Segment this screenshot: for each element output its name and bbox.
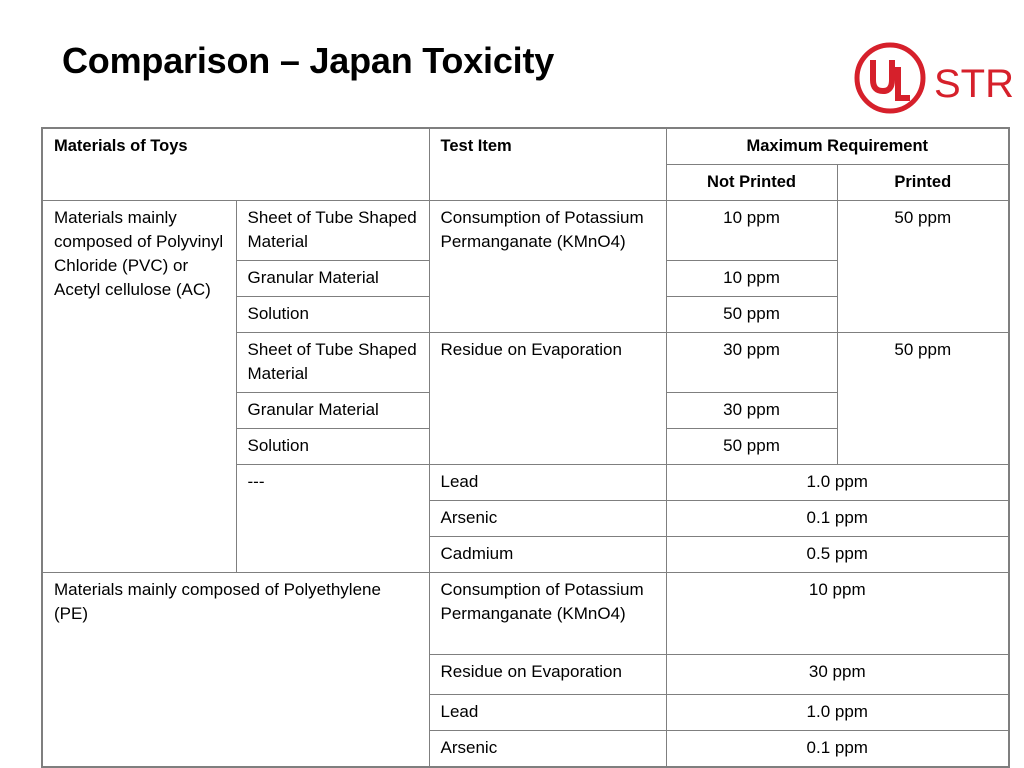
pe-arsenic-value: 0.1 ppm bbox=[666, 731, 1009, 768]
ul-str-logo bbox=[852, 40, 1017, 116]
pe-test-arsenic: Arsenic bbox=[429, 731, 666, 768]
pvc-lead-value: 1.0 ppm bbox=[666, 465, 1009, 501]
toxicity-table bbox=[41, 127, 1010, 768]
pe-material-cell: Materials mainly composed of Polyethylene (PE) bbox=[42, 573, 429, 768]
pvc-sub-solution-1: Solution bbox=[236, 297, 429, 333]
pvc-residue-solution-not-printed: 50 ppm bbox=[666, 429, 837, 465]
pvc-material-cell: Materials mainly composed of Polyvinyl Chloride (PVC) or Acetyl cellulose (AC) bbox=[42, 201, 236, 573]
pe-test-kmno4: Consumption of Potassium Permanganate (KMnO4) bbox=[429, 573, 666, 655]
pvc-test-arsenic: Arsenic bbox=[429, 501, 666, 537]
pvc-sub-solution-2: Solution bbox=[236, 429, 429, 465]
header-materials: Materials of Toys bbox=[42, 128, 429, 201]
pvc-kmno4-granular-not-printed: 10 ppm bbox=[666, 261, 837, 297]
pvc-sub-sheet-1: Sheet of Tube Shaped Material bbox=[236, 201, 429, 261]
pvc-test-lead: Lead bbox=[429, 465, 666, 501]
header-test-item: Test Item bbox=[429, 128, 666, 201]
logo-text: STR bbox=[934, 62, 1014, 106]
pvc-sub-sheet-2: Sheet of Tube Shaped Material bbox=[236, 333, 429, 393]
ul-logo-icon bbox=[852, 40, 1017, 116]
pvc-sub-granular-1: Granular Material bbox=[236, 261, 429, 297]
pvc-sub-granular-2: Granular Material bbox=[236, 393, 429, 429]
pvc-residue-printed: 50 ppm bbox=[837, 333, 1009, 465]
pe-lead-value: 1.0 ppm bbox=[666, 695, 1009, 731]
pe-residue-value: 30 ppm bbox=[666, 655, 1009, 695]
pvc-sub-none: --- bbox=[236, 465, 429, 573]
pvc-kmno4-printed: 50 ppm bbox=[837, 201, 1009, 333]
pvc-test-cadmium: Cadmium bbox=[429, 537, 666, 573]
header-printed: Printed bbox=[837, 165, 1009, 201]
pvc-kmno4-solution-not-printed: 50 ppm bbox=[666, 297, 837, 333]
header-max-requirement: Maximum Requirement bbox=[666, 128, 1009, 165]
header-not-printed: Not Printed bbox=[666, 165, 837, 201]
pe-test-lead: Lead bbox=[429, 695, 666, 731]
page-title: Comparison – Japan Toxicity bbox=[62, 40, 555, 81]
pvc-residue-sheet-not-printed: 30 ppm bbox=[666, 333, 837, 393]
pvc-residue-granular-not-printed: 30 ppm bbox=[666, 393, 837, 429]
pvc-test-kmno4: Consumption of Potassium Permanganate (KMnO4) bbox=[429, 201, 666, 333]
pvc-arsenic-value: 0.1 ppm bbox=[666, 501, 1009, 537]
pe-kmno4-value: 10 ppm bbox=[666, 573, 1009, 655]
pvc-kmno4-sheet-not-printed: 10 ppm bbox=[666, 201, 837, 261]
pvc-cadmium-value: 0.5 ppm bbox=[666, 537, 1009, 573]
pe-test-residue: Residue on Evaporation bbox=[429, 655, 666, 695]
pvc-test-residue: Residue on Evaporation bbox=[429, 333, 666, 465]
